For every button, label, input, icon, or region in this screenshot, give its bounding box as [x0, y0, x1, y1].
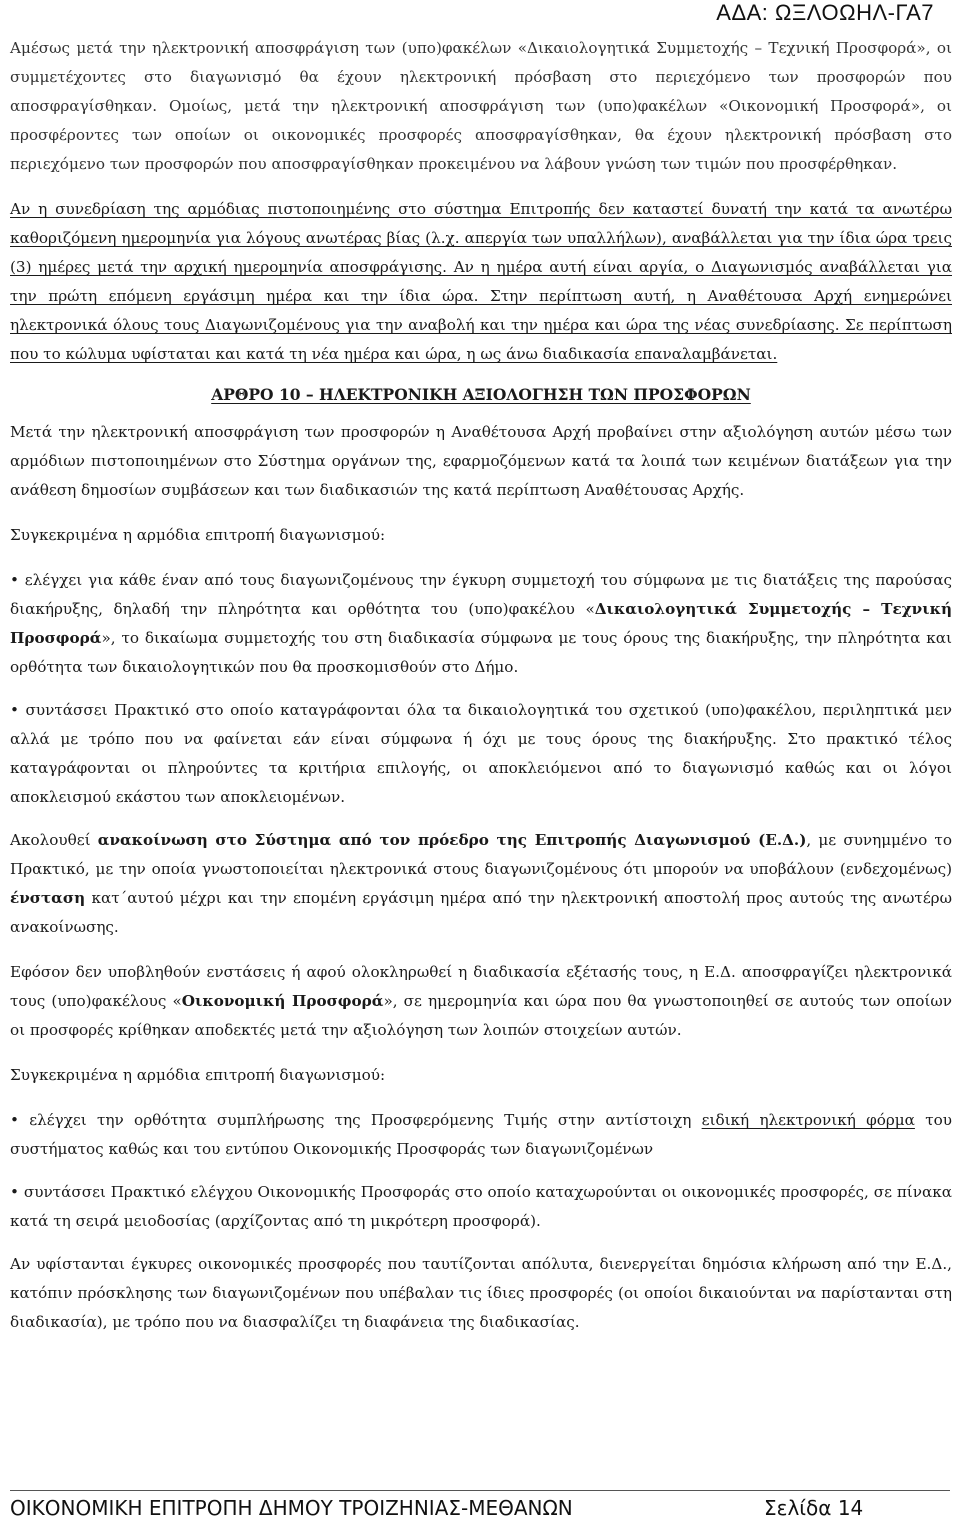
paragraph-announcement: Ακολουθεί ανακοίνωση στο Σύστημα από τον πρόεδρο της Επιτροπής Διαγωνισμού (Ε.Δ.), με συνημμένο το Πρακτικό, με την οποία γνωστοποιείται ηλεκτρονικά στους διαγωνιζομένους ότι μπορούν να υποβάλουν (ενδεχομένως) ένσταση κατ΄αυτού μέχρι και την επομένη εργάσιμη ημέρα από την ηλεκτρονική αποστολή προς αυτούς της ανωτέρω ανακοίνωσης.: [10, 831, 952, 936]
paragraph-postponement: Αν η συνεδρίαση της αρμόδιας πιστοποιημένης στο σύστημα Επιτροπής δεν καταστεί δυνατή την κατά τα ανωτέρω καθοριζόμενη ημερομηνία για λόγους ανωτέρας βίας (λ.χ. απεργία των υπαλλήλων), αναβάλλεται για την ίδια ώρα τρεις (3) ημέρες μετά την αρχική ημερομηνία αποσφράγισης. Αν η ημέρα αυτή είναι αργία, ο Διαγωνισμός αναβάλλεται για την πρώτη επόμενη εργάσιμη ημέρα και την ίδια ώρα. Στην περίπτωση αυτή, η Αναθέτουσα Αρχή ενημερώνει ηλεκτρονικά όλους τους Διαγωνιζομένους για την αναβολή και την ημέρα και ώρα της νέας συνεδρίασης. Σε περίπτωση που το κώλυμα υφίσταται και κατά τη νέα ημέρα και ώρα, η ως άνω διαδικασία επαναλαμβάνεται.: [10, 200, 952, 363]
bullet-draft-minutes: • συντάσσει Πρακτικό στο οποίο καταγράφονται όλα τα δικαιολογητικά του σχετικού (υπο)φακέλου, περιληπτικά μεν αλλά με τρόπο που να φαίνεται εάν είναι σύμφωνα ή όχι με τους όρους της διακήρυξης. Στο πρακτικό τέλος καταγράφονται οι πληρούντες τα κριτήρια επιλογής, οι αποκλειόμενοι από το διαγωνισμό καθώς και οι λόγοι αποκλεισμού εκάστου των αποκλειομένων.: [10, 701, 952, 806]
paragraph-evaluation: Μετά την ηλεκτρονική αποσφράγιση των προσφορών η Αναθέτουσα Αρχή προβαίνει στην αξιολόγηση αυτών μέσω των αρμόδιων πιστοποιημένων στο Σύστημα οργάνων της, εφαρμοζόμενων κατά τα λοιπά των κειμένων διατάξεων για την ανάθεση δημοσίων συμβάσεων και των διαδικασιών της κατά περίπτωση Αναθέτουσας Αρχής.: [10, 423, 952, 499]
ada-code: ΑΔΑ: ΩΞΛΟΩΗΛ-ΓΑ7: [716, 0, 934, 25]
footer-divider: [10, 1490, 950, 1491]
bullet-financial-minutes: • συντάσσει Πρακτικό ελέγχου Οικονομικής Προσφοράς στο οποίο καταχωρούνται οι οικονομικές προσφορές, σε πίνακα κατά τη σειρά μειοδοσίας (αρχίζοντας από τη μικρότερη προσφορά).: [10, 1183, 952, 1230]
footer-organization: ΟΙΚΟΝΟΜΙΚΗ ΕΠΙΤΡΟΠΗ ΔΗΜΟΥ ΤΡΟΙΖΗΝΙΑΣ-ΜΕΘΑΝΩΝ: [10, 1496, 573, 1520]
document-body: [10, 34, 952, 1353]
bullet-check-price: • ελέγχει την ορθότητα συμπλήρωσης της Προσφερόμενης Τιμής στην αντίστοιχη ειδική ηλεκτρονική φόρμα του συστήματος καθώς και του εντύπου Οικονομικής Προσφοράς των διαγωνιζομένων: [10, 1111, 952, 1158]
paragraph-committee-intro: Συγκεκριμένα η αρμόδια επιτροπή διαγωνισμού:: [10, 526, 386, 544]
paragraph-unsealing-access: Αμέσως μετά την ηλεκτρονική αποσφράγιση των (υπο)φακέλων «Δικαιολογητικά Συμμετοχής – Τεχνική Προσφορά», οι συμμετέχοντες στο διαγωνισμό θα έχουν ηλεκτρονική πρόσβαση στο περιεχόμενο των προσφορών που αποσφραγίσθηκαν. Ομοίως, μετά την ηλεκτρονική αποσφράγιση των (υπο)φακέλων «Οικονομική Προσφορά», οι προσφέροντες των οποίων οι οικονομικές προσφορές αποσφραγίσθηκαν, θα έχουν ηλεκτρονική πρόσβαση στο περιεχόμενο των προσφορών που αποσφραγίσθηκαν προκειμένου να λάβουν γνώση των τιμών που προσφέρθηκαν.: [10, 39, 952, 173]
paragraph-tie-draw: Αν υφίστανται έγκυρες οικονομικές προσφορές που ταυτίζονται απόλυτα, διενεργείται δημόσια κλήρωση από την Ε.Δ., κατόπιν πρόσκλησης των διαγωνιζομένων που υπέβαλαν τις ίδιες προσφορές (οι οποίοι δικαιούνται να παρίστανται στη διαδικασία), με τρόπο που να διασφαλίζει τη διαφάνεια της διαδικασίας.: [10, 1255, 952, 1331]
paragraph-committee-intro-2: Συγκεκριμένα η αρμόδια επιτροπή διαγωνισμού:: [10, 1066, 386, 1084]
page-number: Σελίδα 14: [764, 1496, 864, 1520]
paragraph-financial-unsealing: Εφόσον δεν υποβληθούν ενστάσεις ή αφού ολοκληρωθεί η διαδικασία εξέτασής τους, η Ε.Δ. αποσφραγίζει ηλεκτρονικά τους (υπο)φακέλους «Οικονομική Προσφορά», σε ημερομηνία και ώρα που θα γνωστοποιηθεί σε αυτούς των οποίων οι προσφορές κρίθηκαν αποδεκτές μετά την αξιολόγηση των λοιπών στοιχείων αυτών.: [10, 963, 953, 1039]
bullet-check-participation: • ελέγχει για κάθε έναν από τους διαγωνιζομένους την έγκυρη συμμετοχή του σύμφωνα με τις διατάξεις της παρούσας διακήρυξης, δηλαδή την πληρότητα και ορθότητα του (υπο)φακέλου «Δικαιολογητικά Συμμετοχής – Τεχνική Προσφορά», το δικαίωμα συμμετοχής του στη διαδικασία σύμφωνα με τους όρους της διακήρυξης, την πληρότητα και ορθότητα των δικαιολογητικών που θα προσκομισθούν στο Δήμο.: [10, 571, 952, 676]
article-heading: ΑΡΘΡΟ 10 – ΗΛΕΚΤΡΟΝΙΚΗ ΑΞΙΟΛΟΓΗΣΗ ΤΩΝ ΠΡΟΣΦΟΡΩΝ: [211, 385, 751, 404]
